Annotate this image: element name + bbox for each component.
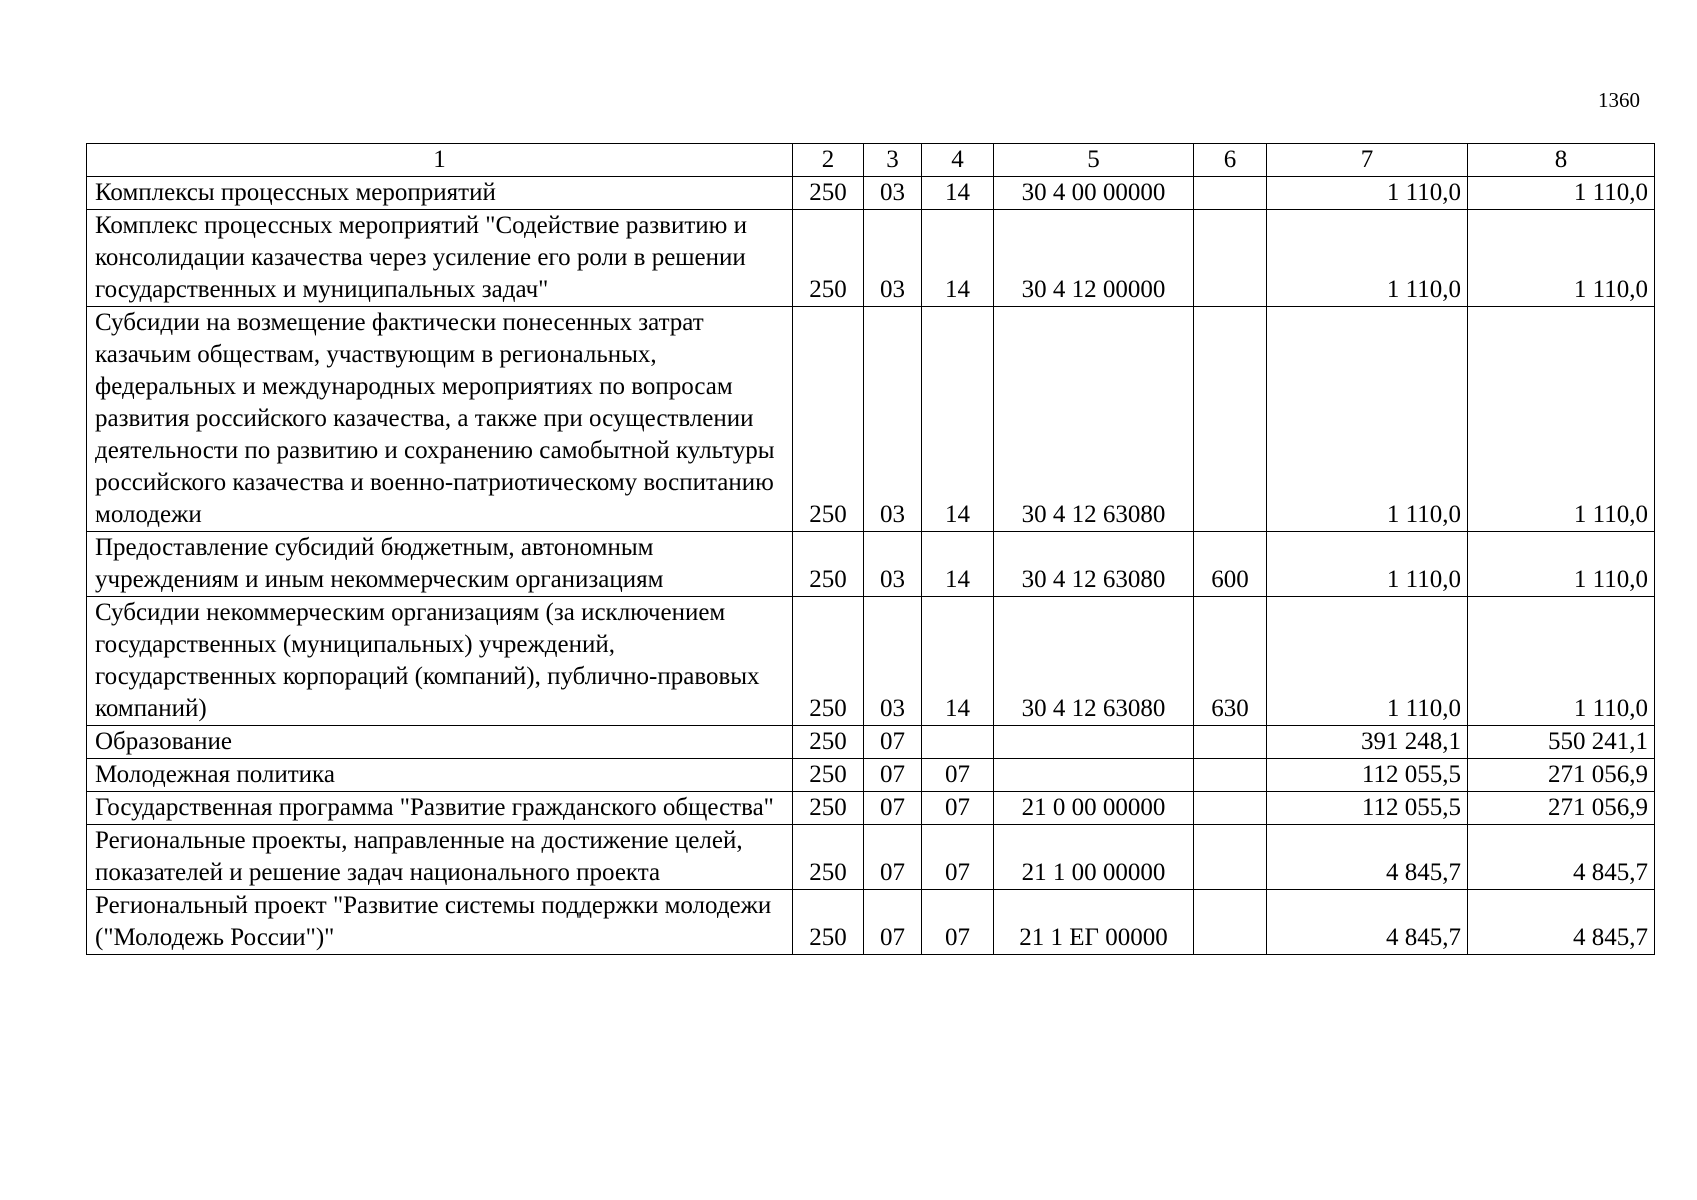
row-sum-1: 4 845,7 — [1267, 825, 1468, 890]
row-pr: 14 — [922, 210, 994, 307]
row-pr: 07 — [922, 759, 994, 792]
row-gr: 250 — [793, 597, 864, 726]
row-sum-1: 112 055,5 — [1267, 792, 1468, 825]
row-sum-1: 112 055,5 — [1267, 759, 1468, 792]
row-name: Комплекс процессных мероприятий "Содействие развитию и консолидации казачества через усиление его роли в решении государственных и муниципальных задач" — [87, 210, 793, 307]
row-pr — [922, 726, 994, 759]
row-sum-2: 1 110,0 — [1468, 177, 1655, 210]
row-pr: 14 — [922, 177, 994, 210]
table-row — [87, 759, 1655, 792]
row-vr — [1194, 825, 1267, 890]
row-gr: 250 — [793, 890, 864, 955]
column-header-4: 4 — [922, 144, 994, 177]
row-name: Комплексы процессных мероприятий — [87, 177, 793, 210]
row-sum-1: 1 110,0 — [1267, 532, 1468, 597]
row-gr: 250 — [793, 307, 864, 532]
row-vr — [1194, 210, 1267, 307]
column-header-2: 2 — [793, 144, 864, 177]
row-vr — [1194, 759, 1267, 792]
header-row — [87, 144, 1655, 177]
table-row — [87, 890, 1655, 955]
table-row — [87, 210, 1655, 307]
row-gr: 250 — [793, 532, 864, 597]
row-sum-1: 1 110,0 — [1267, 307, 1468, 532]
row-vr — [1194, 890, 1267, 955]
row-gr: 250 — [793, 825, 864, 890]
row-rz: 03 — [864, 307, 922, 532]
row-pr: 14 — [922, 532, 994, 597]
row-vr — [1194, 307, 1267, 532]
row-rz: 03 — [864, 210, 922, 307]
page-number: 1360 — [1598, 88, 1640, 112]
row-gr: 250 — [793, 177, 864, 210]
row-sum-2: 271 056,9 — [1468, 759, 1655, 792]
row-sum-2: 1 110,0 — [1468, 210, 1655, 307]
row-sum-2: 4 845,7 — [1468, 825, 1655, 890]
row-sum-2: 1 110,0 — [1468, 307, 1655, 532]
row-sum-2: 1 110,0 — [1468, 532, 1655, 597]
column-header-5: 5 — [994, 144, 1194, 177]
column-header-3: 3 — [864, 144, 922, 177]
row-sum-1: 4 845,7 — [1267, 890, 1468, 955]
table-row — [87, 597, 1655, 726]
row-gr: 250 — [793, 726, 864, 759]
row-rz: 07 — [864, 759, 922, 792]
row-rz: 07 — [864, 792, 922, 825]
row-csr — [994, 726, 1194, 759]
row-name: Региональные проекты, направленные на достижение целей, показателей и решение задач национального проекта — [87, 825, 793, 890]
column-header-1: 1 — [87, 144, 793, 177]
row-vr: 600 — [1194, 532, 1267, 597]
row-gr: 250 — [793, 759, 864, 792]
row-name: Субсидии некоммерческим организациям (за исключением государственных (муниципальных) учреждений, государственных корпораций (компаний), публично-правовых компаний) — [87, 597, 793, 726]
row-csr: 30 4 00 00000 — [994, 177, 1194, 210]
row-rz: 03 — [864, 597, 922, 726]
table-row — [87, 307, 1655, 532]
row-rz: 03 — [864, 177, 922, 210]
row-name: Субсидии на возмещение фактически понесенных затрат казачьим обществам, участвующим в региональных, федеральных и международных мероприятиях по вопросам развития российского казачества, а также при осуществлении деятельности по развитию и сохранению самобытной культуры российского казачества и военно-патриотическому воспитанию молодежи — [87, 307, 793, 532]
row-csr: 21 1 ЕГ 00000 — [994, 890, 1194, 955]
row-csr — [994, 759, 1194, 792]
row-pr: 14 — [922, 307, 994, 532]
row-sum-2: 550 241,1 — [1468, 726, 1655, 759]
row-vr: 630 — [1194, 597, 1267, 726]
row-csr: 30 4 12 63080 — [994, 307, 1194, 532]
row-pr: 07 — [922, 890, 994, 955]
row-rz: 07 — [864, 890, 922, 955]
row-sum-1: 1 110,0 — [1267, 597, 1468, 726]
row-sum-1: 391 248,1 — [1267, 726, 1468, 759]
row-name: Молодежная политика — [87, 759, 793, 792]
table-row — [87, 177, 1655, 210]
column-header-7: 7 — [1267, 144, 1468, 177]
row-rz: 07 — [864, 726, 922, 759]
row-csr: 21 1 00 00000 — [994, 825, 1194, 890]
row-csr: 30 4 12 63080 — [994, 597, 1194, 726]
table-row — [87, 532, 1655, 597]
table-row — [87, 726, 1655, 759]
table-row — [87, 825, 1655, 890]
row-pr: 14 — [922, 597, 994, 726]
row-csr: 30 4 12 00000 — [994, 210, 1194, 307]
column-header-8: 8 — [1468, 144, 1655, 177]
row-pr: 07 — [922, 792, 994, 825]
row-sum-2: 4 845,7 — [1468, 890, 1655, 955]
budget-table — [86, 143, 1655, 955]
row-rz: 03 — [864, 532, 922, 597]
row-sum-1: 1 110,0 — [1267, 210, 1468, 307]
row-vr — [1194, 177, 1267, 210]
row-name: Региональный проект "Развитие системы поддержки молодежи ("Молодежь России")" — [87, 890, 793, 955]
row-gr: 250 — [793, 792, 864, 825]
row-vr — [1194, 726, 1267, 759]
row-sum-1: 1 110,0 — [1267, 177, 1468, 210]
row-rz: 07 — [864, 825, 922, 890]
row-name: Образование — [87, 726, 793, 759]
row-gr: 250 — [793, 210, 864, 307]
table-row — [87, 792, 1655, 825]
row-name: Государственная программа "Развитие гражданского общества" — [87, 792, 793, 825]
row-pr: 07 — [922, 825, 994, 890]
column-header-6: 6 — [1194, 144, 1267, 177]
row-csr: 21 0 00 00000 — [994, 792, 1194, 825]
row-sum-2: 1 110,0 — [1468, 597, 1655, 726]
row-name: Предоставление субсидий бюджетным, автономным учреждениям и иным некоммерческим организациям — [87, 532, 793, 597]
row-csr: 30 4 12 63080 — [994, 532, 1194, 597]
row-vr — [1194, 792, 1267, 825]
row-sum-2: 271 056,9 — [1468, 792, 1655, 825]
